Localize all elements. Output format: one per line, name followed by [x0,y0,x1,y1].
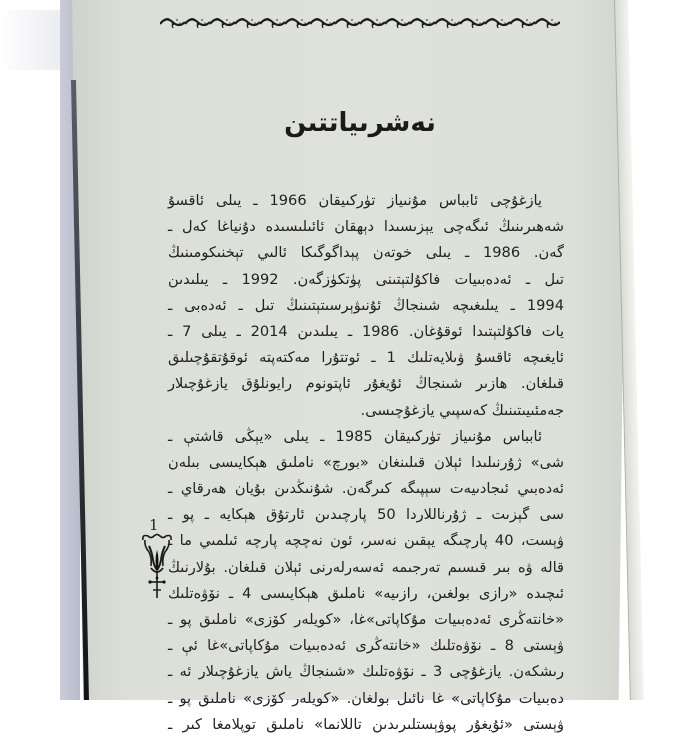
body-text [168,188,564,738]
text-line: جەمئىيىتىنىڭ كەسپىي يازغۇچىسى. [360,401,564,419]
text-line: ۋېستى «ئۇيغۇر پوۋېستلىرىدىن تاللانما» ناملىق توپلامغا كىر ـ [168,715,564,733]
text-line: ئابباس مۇنىياز تۈركىيقان 1985 ـ يىلى «يېڭى قاشتې ـ [168,427,543,445]
text-line: ۋېستى 8 ـ نۆۋەتلىك «خانتەڭرى ئەدەبىيات مۇكاپاتى»غا ئې ـ [168,637,564,655]
text-line: 1994 ـ يىلىغىچە شىنجاڭ ئۇنىۋېرسىتېتىنىڭ تىل ـ ئەدەبى ـ [168,296,564,314]
text-line: ئەدەبىي ئىجادىيەت سېپىگە كىرگەن. شۇنىڭدىن بۇيان ھەرقاي ـ [168,480,564,498]
text-line: قىلغان. ھازىر شىنجاڭ ئۇيغۇر ئاپتونوم رايونلۇق يازغۇچىلار [168,375,564,393]
text-line: قالە ۋە بىر قىسىم تەرجىمە ئەسەرلەرنى ئېلان قىلغان. بۇلارنىڭ [168,558,564,576]
floral-tulip-ornament-icon [140,532,174,602]
text-line: شى» ژۇرنىلىدا ئېلان قىلىنغان «بورچ» ناملىق ھېكايىسى بىلەن [168,453,564,471]
text-line: سى گېزىت ـ ژۇرناللاردا 50 پارچىدىن ئارتۇق ھېكايە ـ پو ـ [168,506,564,524]
wavy-vine-border-icon [160,14,560,30]
text-line: يازغۇچى ئابباس مۇنىياز تۈركىيقان 1966 ـ يىلى ئاقسۇ [168,192,542,209]
text-line: شەھىرىنىڭ ئىگەچى يېزىسىدا دېھقان ئائىلىسىدە دۇنياغا كەل ـ [168,218,564,236]
footnote-number: 1 [149,516,159,534]
text-line: رىشكەن. يازغۇچى 3 ـ نۆۋەتلىك «شىنجاڭ ياش يازغۇچىلار ئە ـ [168,663,565,681]
page-title: نەشرىياتتىن [284,108,436,138]
text-line: دەبىيات مۇكاپاتى» غا نائىل بولغان. «كويلەر كۆزى» ناملىق پو ـ [168,689,564,707]
text-line: ۋېست، 40 پارچىگە يېقىن نەسر، ئون نەچچە پارچە ئىلمىي ما ـ [168,532,564,550]
text-line: ئايغىچە ئاقسۇ ۋىلايەتلىك 1 ـ ئوتتۇرا مەكتەپتە ئوقۇتقۇچىلىق [168,349,564,367]
text-line: تىل ـ ئەدەبىيات فاكۇلتېتىنى پۈتكۈزگەن. 1992 ـ يىلىدىن [168,270,564,288]
text-line: گەن. 1986 ـ يىلى خوتەن پېداگوگىكا ئالىي تېخنىكومىنىڭ [168,244,564,262]
text-line: يات فاكۇلتېتىدا ئوقۇغان. 1986 ـ يىلىدىن 2014 ـ يىلى 7 ـ [168,322,565,340]
text-line: ئىچىدە «رازى بولغىن، رازىيە» ناملىق ھېكايىسى 4 ـ نۆۋەتلىك [168,584,564,602]
text-line: «خانتەڭرى ئەدەبىيات مۇكاپاتى»غا، «كويلەر كۆزى» ناملىق پو ـ [168,611,564,628]
